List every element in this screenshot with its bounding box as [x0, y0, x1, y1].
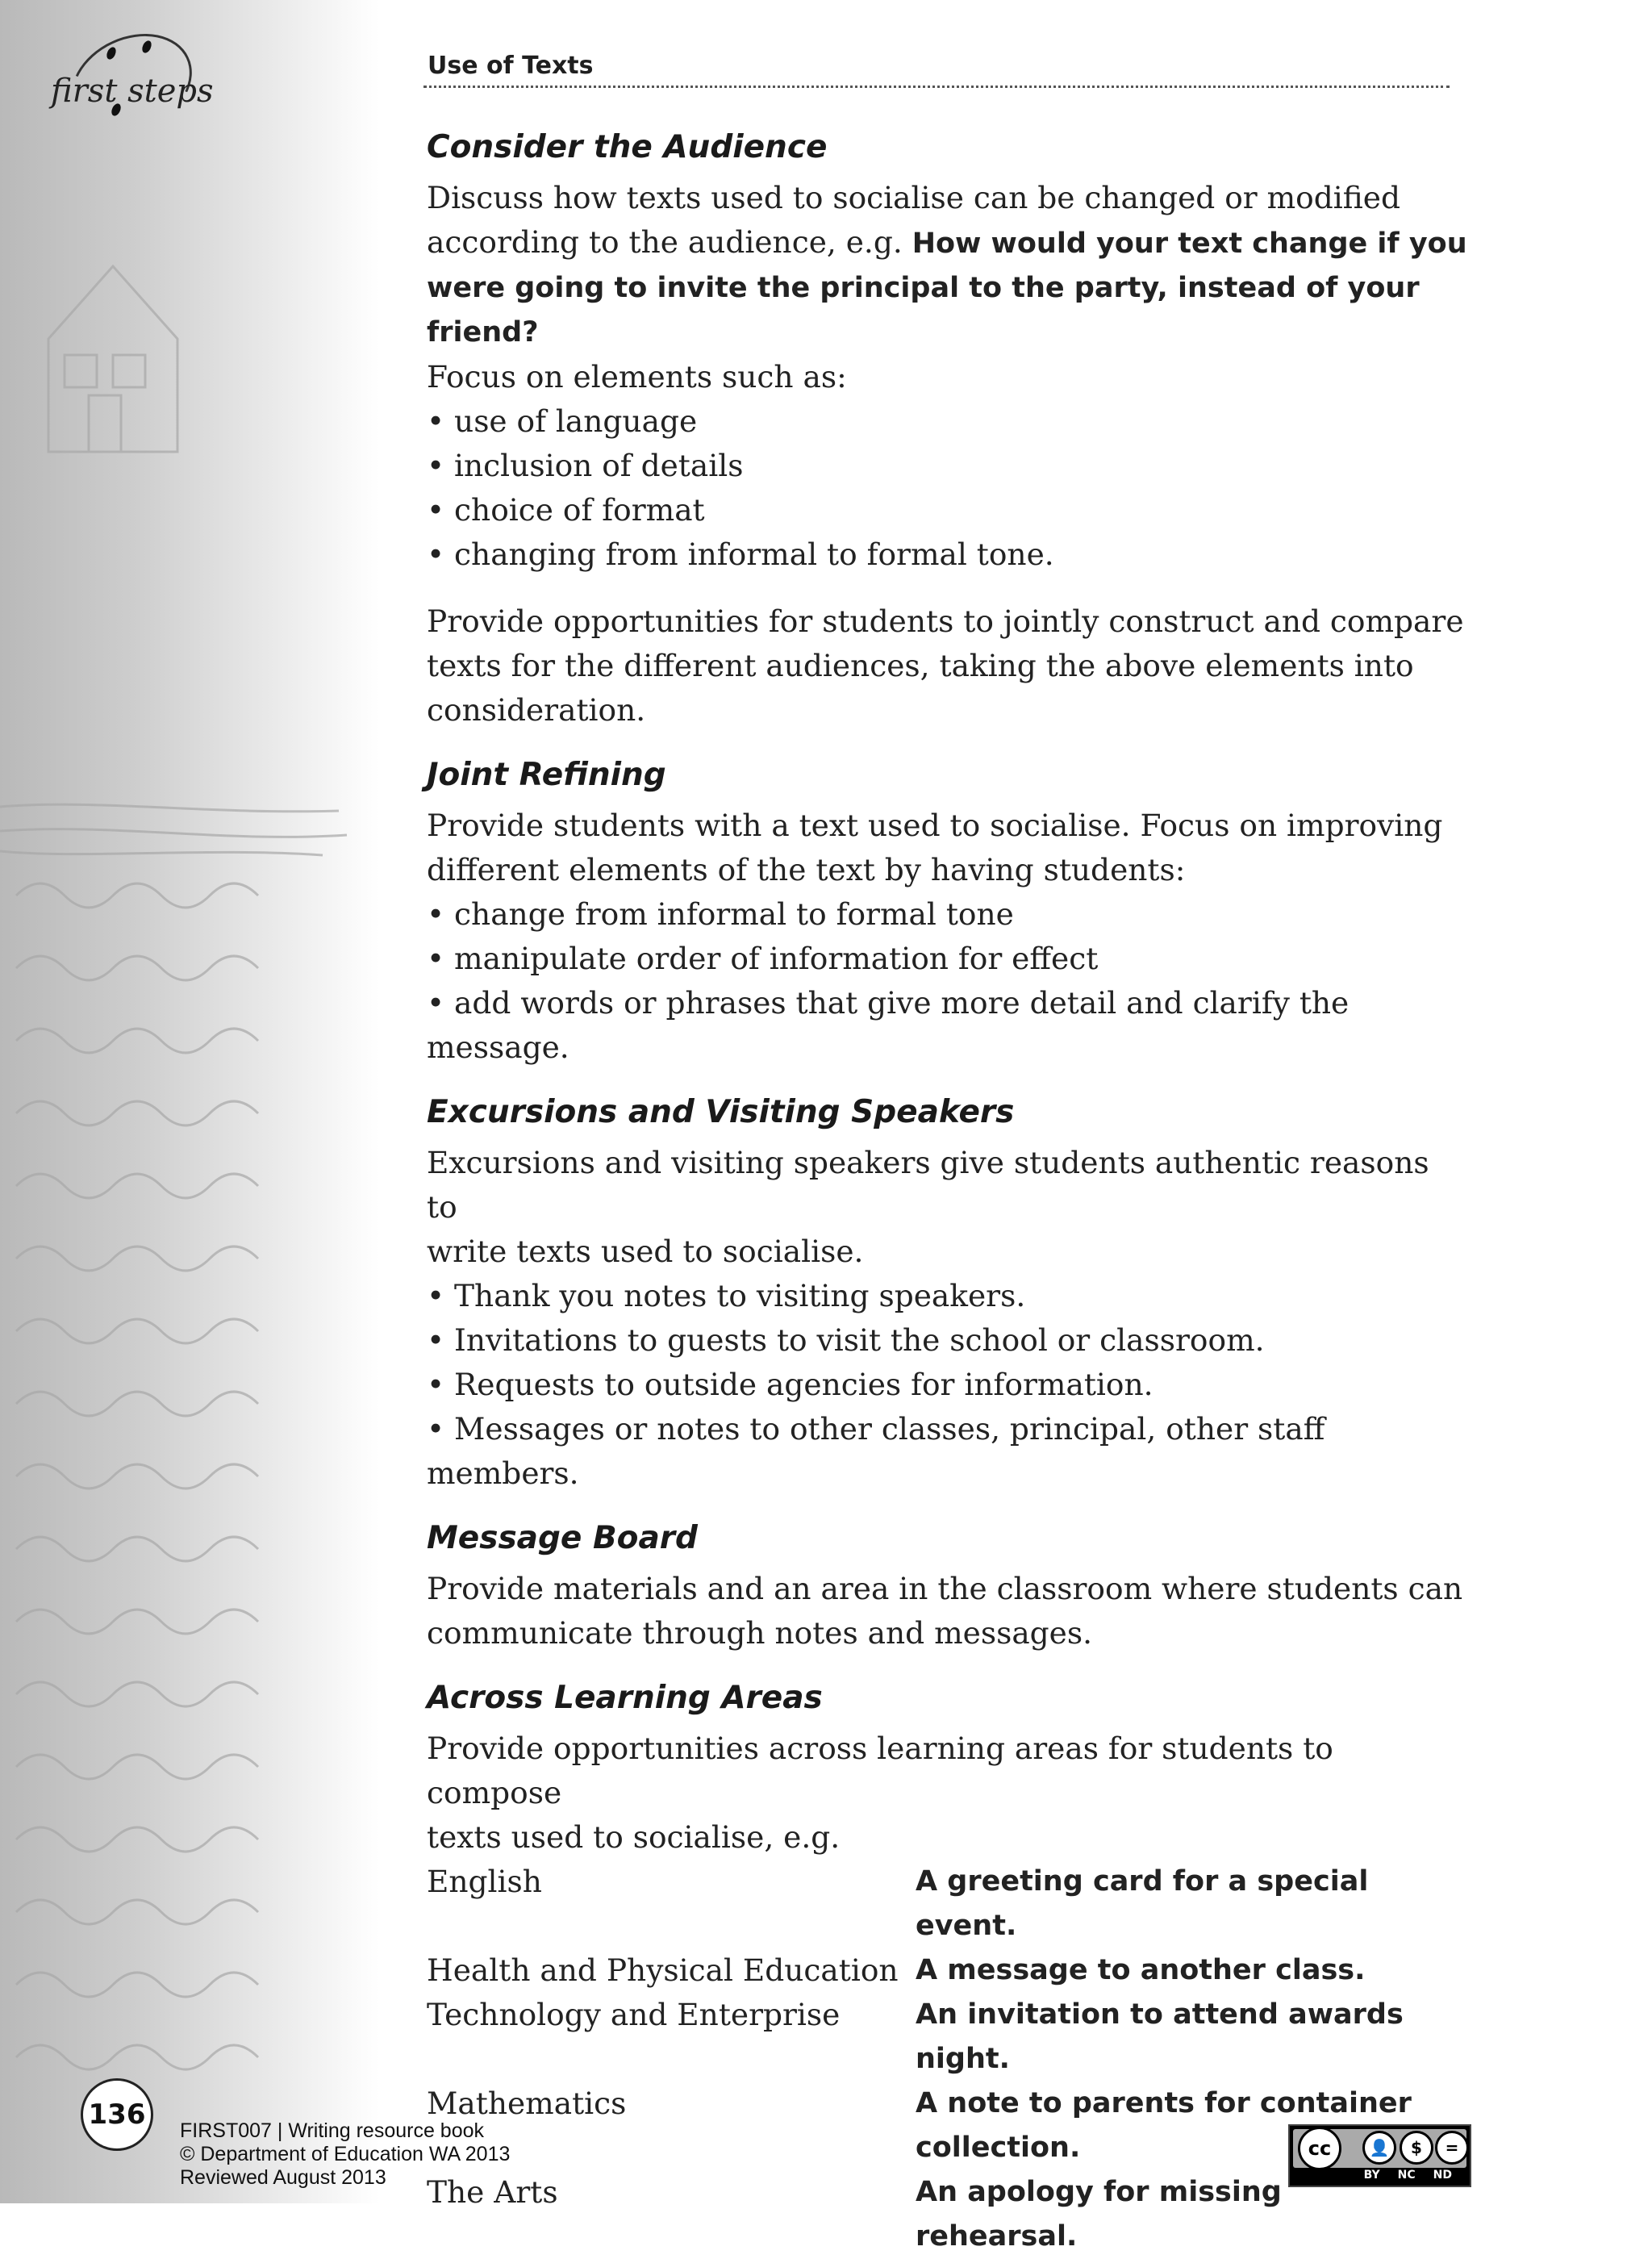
heading-joint-refining: Joint Refining	[427, 757, 666, 793]
paragraph-line: write texts used to socialise.	[427, 1234, 864, 1269]
footer-credits	[180, 2119, 510, 2190]
paragraph-line: Provide opportunities across learning areas for students to compose	[427, 1731, 1333, 1810]
non-commercial-icon: $	[1400, 2131, 1433, 2165]
footprint-icon	[143, 40, 151, 53]
list-item: • Requests to outside agencies for information.	[427, 1367, 1153, 1402]
list-item: • inclusion of details	[427, 448, 744, 483]
paragraph-line: texts for the different audiences, taking the above elements into	[427, 648, 1414, 683]
attribution-icon: 👤	[1362, 2131, 1396, 2165]
no-derivatives-icon: =	[1435, 2131, 1469, 2165]
learning-area-example: collection.	[916, 2132, 1081, 2164]
paragraph-line: Provide students with a text used to socialise. Focus on improving	[427, 808, 1443, 843]
footprint-icon	[107, 47, 115, 60]
paragraph-line: Provide materials and an area in the classroom where students can	[427, 1571, 1463, 1606]
list-item: • choice of format	[427, 492, 705, 528]
list-item: • add words or phrases that give more detail and clarify the message.	[427, 985, 1350, 1065]
page-number: 136	[81, 2078, 153, 2151]
learning-area-name: The Arts	[427, 2174, 558, 2210]
list-item: • Thank you notes to visiting speakers.	[427, 1278, 1026, 1313]
footer-line: © Department of Education WA 2013	[180, 2143, 511, 2165]
handwriting-background	[0, 0, 379, 2203]
paragraph-line: Provide opportunities for students to jointly construct and compare	[427, 603, 1464, 639]
learning-area-example: A note to parents for container	[916, 2087, 1412, 2119]
creative-commons-icon	[1288, 2124, 1471, 2187]
learning-areas-table	[427, 1860, 1467, 2259]
example-question: were going to invite the principal to the party, instead of your friend?	[427, 272, 1420, 349]
list-item: • Messages or notes to other classes, principal, other staff members.	[427, 1411, 1325, 1491]
paragraph-line: Discuss how texts used to socialise can be changed or modified	[427, 180, 1400, 215]
footer-line: Reviewed August 2013	[180, 2166, 386, 2189]
paragraph-line: communicate through notes and messages.	[427, 1615, 1093, 1651]
example-question: How would your text change if you	[912, 228, 1467, 260]
header-divider	[423, 86, 1450, 88]
learning-area-name: Mathematics	[427, 2086, 627, 2121]
paragraph-text: according to the audience, e.g.	[427, 224, 912, 260]
learning-area-example: An apology for missing rehearsal.	[916, 2176, 1282, 2253]
learning-area-name: English	[427, 1864, 542, 1899]
license-by: BY	[1363, 2169, 1380, 2182]
learning-area-example: A message to another class.	[916, 1954, 1366, 1986]
first-steps-logo	[44, 32, 214, 137]
paragraph-line: different elements of the text by having students:	[427, 852, 1186, 887]
decorative-sidebar	[0, 0, 379, 2203]
learning-area-example: A greeting card for a special event.	[916, 1865, 1369, 1942]
learning-area-name: Technology and Enterprise	[427, 1997, 841, 2032]
heading-across-learning-areas: Across Learning Areas	[427, 1680, 823, 1716]
paragraph-line: Focus on elements such as:	[427, 359, 847, 395]
heading-message-board: Message Board	[427, 1520, 698, 1556]
cc-icon: cc	[1298, 2127, 1341, 2170]
paragraph-line	[427, 220, 1467, 266]
learning-area-example: An invitation to attend awards night.	[916, 1998, 1404, 2075]
main-content	[427, 127, 1467, 2259]
paragraph-line: consideration.	[427, 692, 646, 728]
paragraph-line: Excursions and visiting speakers give students authentic reasons to	[427, 1145, 1429, 1225]
license-nc: NC	[1397, 2169, 1416, 2182]
heading-consider-audience: Consider the Audience	[427, 129, 828, 165]
paragraph-line: texts used to socialise, e.g.	[427, 1819, 841, 1855]
section-header: Use of Texts	[428, 52, 594, 80]
list-item: • Invitations to guests to visit the school or classroom.	[427, 1322, 1265, 1358]
list-item: • use of language	[427, 403, 698, 439]
learning-area-name: Health and Physical Education	[427, 1952, 899, 1988]
heading-excursions: Excursions and Visiting Speakers	[427, 1094, 1015, 1130]
list-item: • changing from informal to formal tone.	[427, 537, 1054, 572]
logo-text: first steps	[51, 73, 214, 110]
list-item: • change from informal to formal tone	[427, 896, 1014, 932]
footer-line: FIRST007 | Writing resource book	[180, 2119, 485, 2142]
license-nd: ND	[1433, 2169, 1452, 2182]
list-item: • manipulate order of information for effect	[427, 941, 1099, 976]
